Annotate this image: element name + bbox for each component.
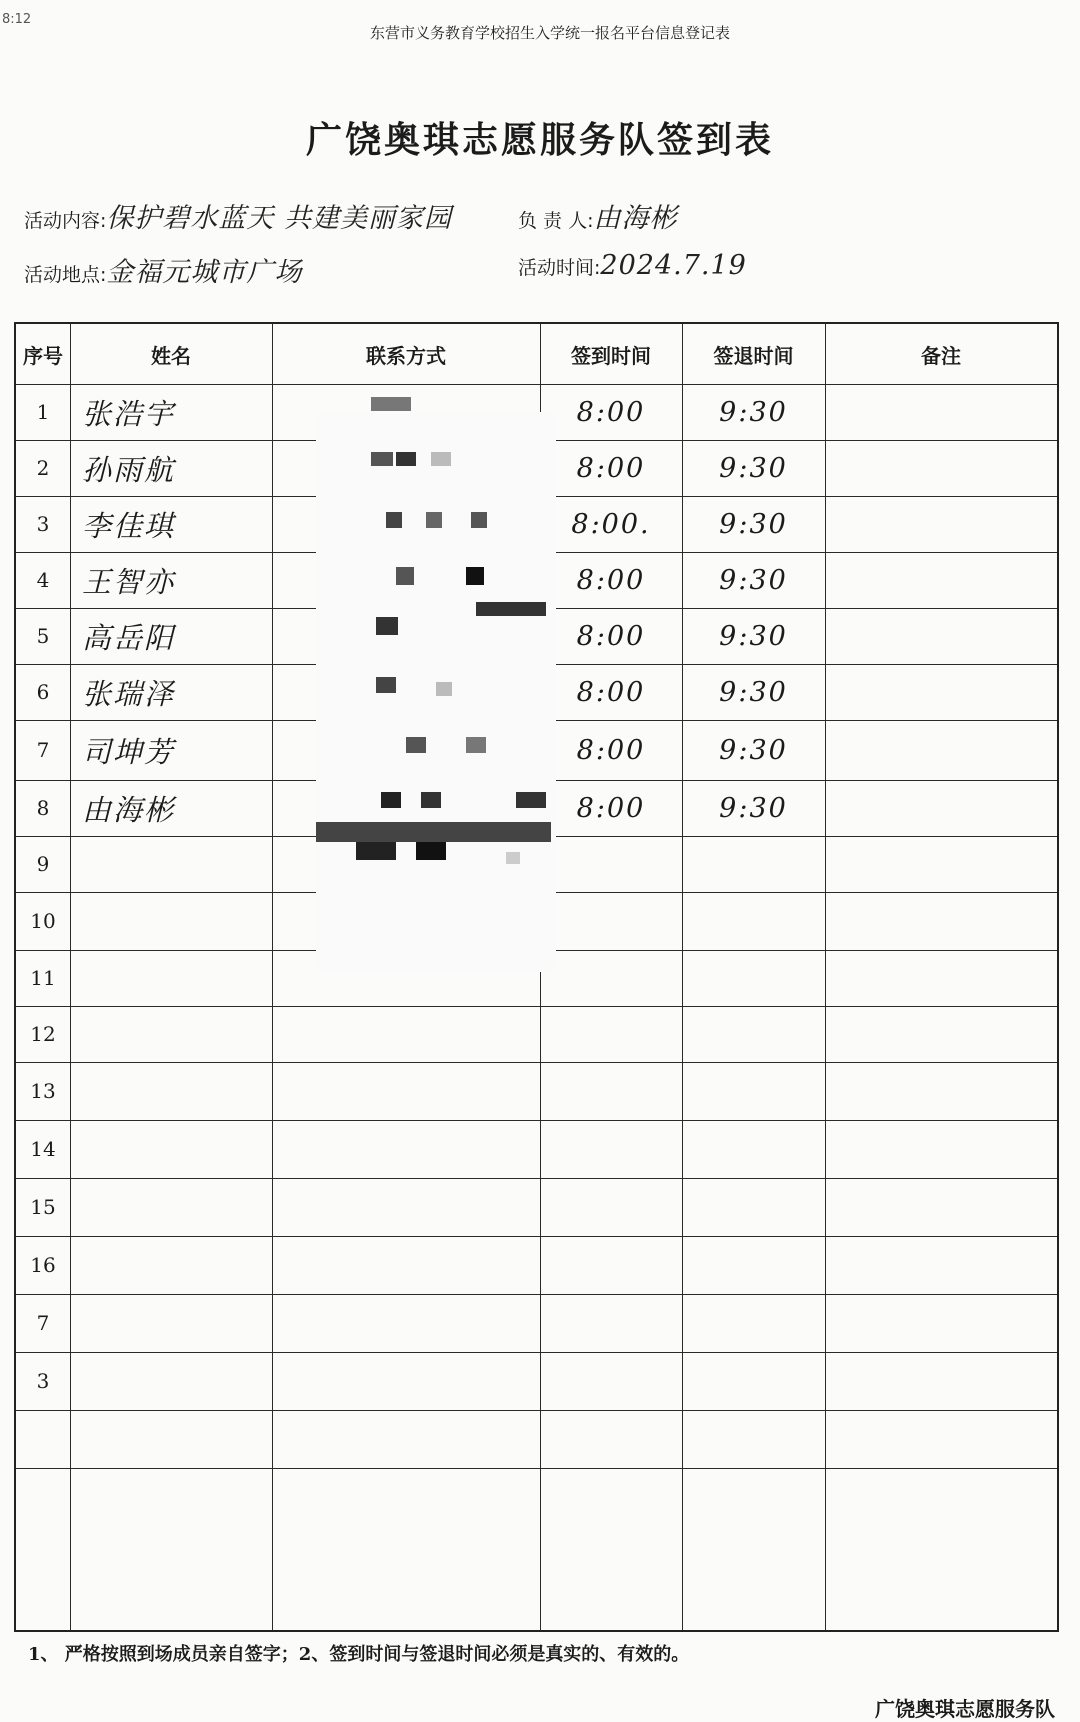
cell-check-out-time[interactable] <box>682 1006 825 1062</box>
cell-seq: 3 <box>36 512 50 536</box>
cell-check-out-time[interactable]: 9:30 <box>719 396 788 428</box>
cell-check-out-time[interactable] <box>682 1294 825 1352</box>
sign-in-table <box>14 322 1059 1632</box>
activity-time <box>518 250 747 281</box>
cell-check-out-time[interactable] <box>682 1352 825 1410</box>
cell-check-out-time[interactable] <box>682 950 825 1006</box>
cell-check-in-time[interactable]: 8:00 <box>576 564 646 596</box>
cell-remark[interactable] <box>825 1006 1057 1062</box>
cell-check-out-time[interactable]: 9:30 <box>719 620 788 652</box>
footer-organization: 广饶奥琪志愿服务队 <box>875 1697 1055 1721</box>
activity-content-value: 保护碧水蓝天 共建美丽家园 <box>106 203 452 234</box>
cell-contact[interactable] <box>272 1410 540 1468</box>
cell-check-out-time[interactable] <box>682 1120 825 1178</box>
table-header-name: 姓名 <box>151 343 191 368</box>
cell-name[interactable] <box>70 1236 272 1294</box>
cell-check-out-time[interactable] <box>682 1236 825 1294</box>
cell-remark[interactable] <box>825 1236 1057 1294</box>
cell-contact[interactable] <box>272 1468 540 1525</box>
activity-leader-label: 负 责 人: <box>518 210 594 232</box>
cell-seq <box>16 1468 70 1525</box>
cell-seq <box>16 1410 70 1468</box>
cell-check-out-time[interactable] <box>682 836 825 892</box>
cell-seq: 11 <box>30 966 56 990</box>
table-row <box>16 1294 1057 1352</box>
cell-check-in-time[interactable]: 8:00 <box>576 734 646 766</box>
cell-remark[interactable] <box>825 384 1057 440</box>
cell-check-out-time[interactable] <box>682 1468 825 1525</box>
activity-content <box>24 196 452 235</box>
cell-name[interactable]: 孙雨航 <box>82 452 176 487</box>
cell-name[interactable] <box>70 1006 272 1062</box>
cell-remark[interactable] <box>825 1120 1057 1178</box>
header-note: 东营市义务教育学校招生入学统一报名平台信息登记表 <box>369 24 730 42</box>
cell-name[interactable] <box>70 1294 272 1352</box>
cell-check-out-time[interactable] <box>682 1178 825 1236</box>
cell-seq: 1 <box>36 400 50 424</box>
table-header-remark: 备注 <box>921 343 961 368</box>
cell-seq: 16 <box>30 1253 56 1277</box>
cell-check-in-time[interactable] <box>540 1236 682 1294</box>
cell-check-out-time[interactable]: 9:30 <box>719 734 788 766</box>
cell-remark[interactable] <box>825 836 1057 892</box>
cell-remark[interactable] <box>825 440 1057 496</box>
cell-remark[interactable] <box>825 664 1057 720</box>
activity-place <box>24 250 302 289</box>
cell-name[interactable]: 司坤芳 <box>82 734 176 769</box>
cell-name[interactable] <box>70 1178 272 1236</box>
cell-seq: 12 <box>30 1022 56 1046</box>
cell-name[interactable]: 王智亦 <box>82 564 176 599</box>
cell-name[interactable]: 李佳琪 <box>82 508 176 543</box>
cell-contact[interactable] <box>272 1236 540 1294</box>
cell-name[interactable]: 张浩宇 <box>82 396 176 431</box>
cell-check-out-time[interactable] <box>682 1062 825 1120</box>
cell-check-in-time[interactable]: 8:00. <box>571 508 651 540</box>
cell-check-out-time[interactable]: 9:30 <box>719 676 788 708</box>
cell-remark[interactable] <box>825 552 1057 608</box>
cell-name[interactable]: 张瑞泽 <box>82 676 176 711</box>
cell-remark[interactable] <box>825 1352 1057 1410</box>
table-header-seq: 序号 <box>23 343 63 368</box>
cell-name[interactable]: 高岳阳 <box>82 620 176 655</box>
activity-leader-value: 由海彬 <box>593 203 678 234</box>
table-row <box>16 1236 1057 1294</box>
cell-contact[interactable] <box>272 1352 540 1410</box>
cell-remark[interactable] <box>825 496 1057 552</box>
cell-check-in-time[interactable]: 8:00 <box>576 676 646 708</box>
cell-seq: 15 <box>30 1195 56 1219</box>
cell-name[interactable] <box>70 1468 272 1525</box>
cell-name[interactable] <box>70 1062 272 1120</box>
cell-seq: 4 <box>36 568 50 592</box>
cell-remark[interactable] <box>825 1410 1057 1468</box>
activity-content-label: 活动内容: <box>24 210 107 232</box>
cell-contact[interactable] <box>272 1294 540 1352</box>
cell-remark[interactable] <box>825 892 1057 950</box>
activity-place-value: 金福元城市广场 <box>106 257 303 288</box>
cell-check-in-time[interactable]: 8:00 <box>576 396 646 428</box>
cell-check-in-time[interactable] <box>540 1410 682 1468</box>
activity-time-label: 活动时间: <box>518 257 601 279</box>
activity-time-value: 2024.7.19 <box>600 250 747 281</box>
cell-check-out-time[interactable] <box>682 1410 825 1468</box>
table-header-contact: 联系方式 <box>366 343 446 368</box>
cell-check-out-time[interactable]: 9:30 <box>719 564 788 596</box>
cell-seq: 14 <box>30 1137 56 1161</box>
cell-name[interactable]: 由海彬 <box>82 792 176 827</box>
cell-seq: 10 <box>30 909 56 933</box>
cell-check-out-time[interactable] <box>682 892 825 950</box>
table-header-check-out-time: 签退时间 <box>713 343 794 368</box>
cell-check-in-time[interactable]: 8:00 <box>576 452 646 484</box>
cell-check-in-time[interactable]: 8:00 <box>576 620 646 652</box>
cell-name[interactable] <box>70 892 272 950</box>
cell-remark[interactable] <box>825 608 1057 664</box>
cell-seq: 13 <box>30 1079 56 1103</box>
cell-name[interactable] <box>70 836 272 892</box>
cell-check-out-time[interactable]: 9:30 <box>719 508 788 540</box>
cell-name[interactable] <box>70 1410 272 1468</box>
cell-seq: 2 <box>36 456 50 480</box>
redacted-contact-blur <box>316 392 596 1192</box>
cell-check-in-time[interactable] <box>540 1352 682 1410</box>
activity-place-label: 活动地点: <box>24 264 107 286</box>
cell-remark[interactable] <box>825 1062 1057 1120</box>
table-row <box>16 1468 1057 1525</box>
cell-seq: 5 <box>36 624 50 648</box>
cell-remark[interactable] <box>825 1468 1057 1525</box>
cell-seq: 3 <box>36 1369 50 1393</box>
cell-seq: 7 <box>36 738 50 762</box>
cell-check-in-time[interactable] <box>540 1468 682 1525</box>
cell-check-out-time[interactable]: 9:30 <box>719 452 788 484</box>
cell-remark[interactable] <box>825 1294 1057 1352</box>
cell-seq: 7 <box>36 1311 50 1335</box>
activity-leader <box>518 196 677 235</box>
cell-remark[interactable] <box>825 780 1057 836</box>
table-header-check-in-time: 签到时间 <box>571 343 651 368</box>
cell-check-in-time[interactable] <box>540 1294 682 1352</box>
cell-name[interactable] <box>70 1120 272 1178</box>
table-row <box>16 1352 1057 1410</box>
cell-check-out-time[interactable]: 9:30 <box>719 792 788 824</box>
cell-seq: 6 <box>36 680 50 704</box>
status-time: 8:12 <box>2 12 32 27</box>
cell-remark[interactable] <box>825 1178 1057 1236</box>
cell-seq: 9 <box>36 852 50 876</box>
footer-note: 1、 严格按照到场成员亲自签字；2、签到时间与签退时间必须是真实的、有效的。 <box>28 1644 690 1665</box>
page-title: 广饶奥琪志愿服务队签到表 <box>305 119 774 161</box>
cell-seq: 8 <box>36 796 50 820</box>
cell-check-in-time[interactable]: 8:00 <box>576 792 646 824</box>
cell-remark[interactable] <box>825 720 1057 780</box>
table-row <box>16 1410 1057 1468</box>
cell-name[interactable] <box>70 1352 272 1410</box>
cell-remark[interactable] <box>825 950 1057 1006</box>
cell-name[interactable] <box>70 950 272 1006</box>
